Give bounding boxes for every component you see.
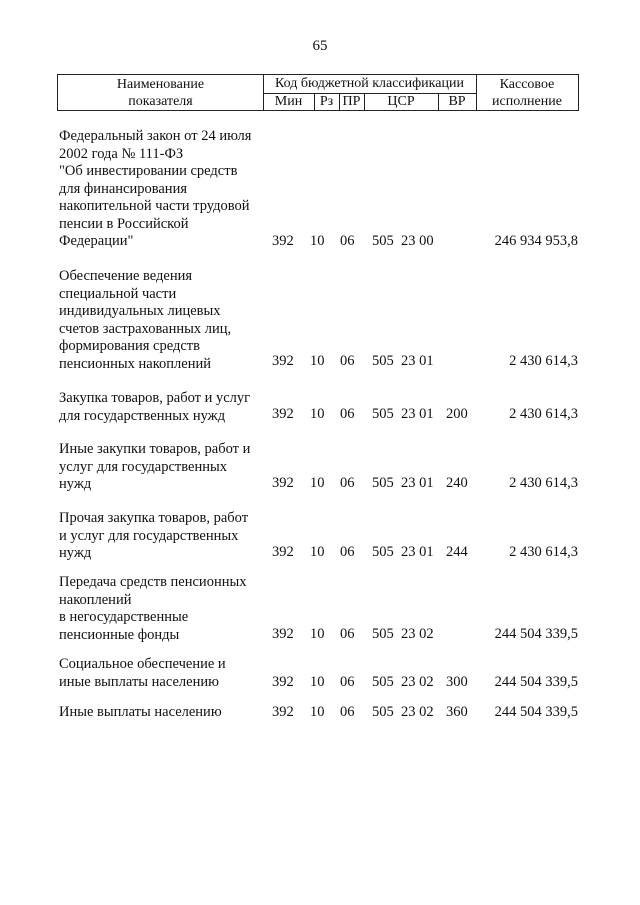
row-vr: 240 — [446, 475, 468, 491]
row-csr: 505 23 02 — [372, 674, 434, 690]
row-rz: 10 — [310, 406, 325, 422]
row-amount: 2 430 614,3 — [509, 544, 578, 560]
row-amount: 246 934 953,8 — [494, 233, 578, 249]
row-amount: 244 504 339,5 — [494, 704, 578, 720]
row-rz: 10 — [310, 544, 325, 560]
row-csr: 505 23 02 — [372, 704, 434, 720]
row-csr: 505 23 01 — [372, 406, 434, 422]
row-name: Иные закупки товаров, работ и услуг для государственных нужд — [59, 441, 251, 492]
row-pr: 06 — [340, 704, 355, 720]
header-pr: ПР — [342, 94, 361, 109]
row-rz: 10 — [310, 626, 325, 642]
table-header — [57, 74, 579, 111]
row-amount: 2 430 614,3 — [509, 475, 578, 491]
row-name: Социальное обеспечение и иные выплаты населению — [59, 656, 226, 690]
row-pr: 06 — [340, 233, 355, 249]
row-amount: 2 430 614,3 — [509, 406, 578, 422]
row-rz: 10 — [310, 674, 325, 690]
row-min: 392 — [272, 406, 294, 422]
row-vr: 300 — [446, 674, 468, 690]
row-csr: 505 23 01 — [372, 544, 434, 560]
header-csr: ЦСР — [387, 94, 415, 109]
header-rz: Рз — [319, 94, 334, 109]
row-amount: 244 504 339,5 — [494, 626, 578, 642]
header-execution-column: Кассовое исполнение — [492, 77, 562, 109]
row-name: Прочая закупка товаров, работ и услуг для государственных нужд — [59, 510, 249, 561]
row-name: Обеспечение ведения специальной части индивидуальных лицевых счетов застрахованных лиц, формирования средств пенсионных накоплений — [59, 268, 232, 372]
header-code-group: Код бюджетной классификации — [275, 76, 464, 91]
row-pr: 06 — [340, 626, 355, 642]
row-pr: 06 — [340, 406, 355, 422]
row-name: Федеральный закон от 24 июля 2002 года № 111-ФЗ "Об инвестировании средств для финансирования накопительной части трудовой пенсии в Российской Федерации" — [59, 128, 252, 249]
header-min: Мин — [274, 94, 303, 109]
row-min: 392 — [272, 704, 294, 720]
row-pr: 06 — [340, 475, 355, 491]
row-min: 392 — [272, 233, 294, 249]
row-min: 392 — [272, 475, 294, 491]
row-csr: 505 23 01 — [372, 353, 434, 369]
row-vr: 360 — [446, 704, 468, 720]
row-amount: 2 430 614,3 — [509, 353, 578, 369]
row-min: 392 — [272, 353, 294, 369]
header-name-column: Наименование показателя — [116, 77, 205, 109]
row-rz: 10 — [310, 704, 325, 720]
row-csr: 505 23 02 — [372, 626, 434, 642]
row-csr: 505 23 00 — [372, 233, 434, 249]
row-vr: 200 — [446, 406, 468, 422]
row-min: 392 — [272, 674, 294, 690]
header-vr: ВР — [448, 94, 466, 109]
row-pr: 06 — [340, 353, 355, 369]
row-min: 392 — [272, 544, 294, 560]
row-name: Передача средств пенсионных накоплений в негосударственные пенсионные фонды — [59, 574, 247, 643]
row-min: 392 — [272, 626, 294, 642]
row-csr: 505 23 01 — [372, 475, 434, 491]
row-rz: 10 — [310, 475, 325, 491]
row-name: Иные выплаты населению — [59, 704, 222, 720]
row-pr: 06 — [340, 544, 355, 560]
page-number: 65 — [312, 38, 328, 54]
row-amount: 244 504 339,5 — [494, 674, 578, 690]
row-rz: 10 — [310, 353, 325, 369]
row-vr: 244 — [446, 544, 468, 560]
row-rz: 10 — [310, 233, 325, 249]
row-pr: 06 — [340, 674, 355, 690]
row-name: Закупка товаров, работ и услуг для государственных нужд — [59, 390, 251, 424]
